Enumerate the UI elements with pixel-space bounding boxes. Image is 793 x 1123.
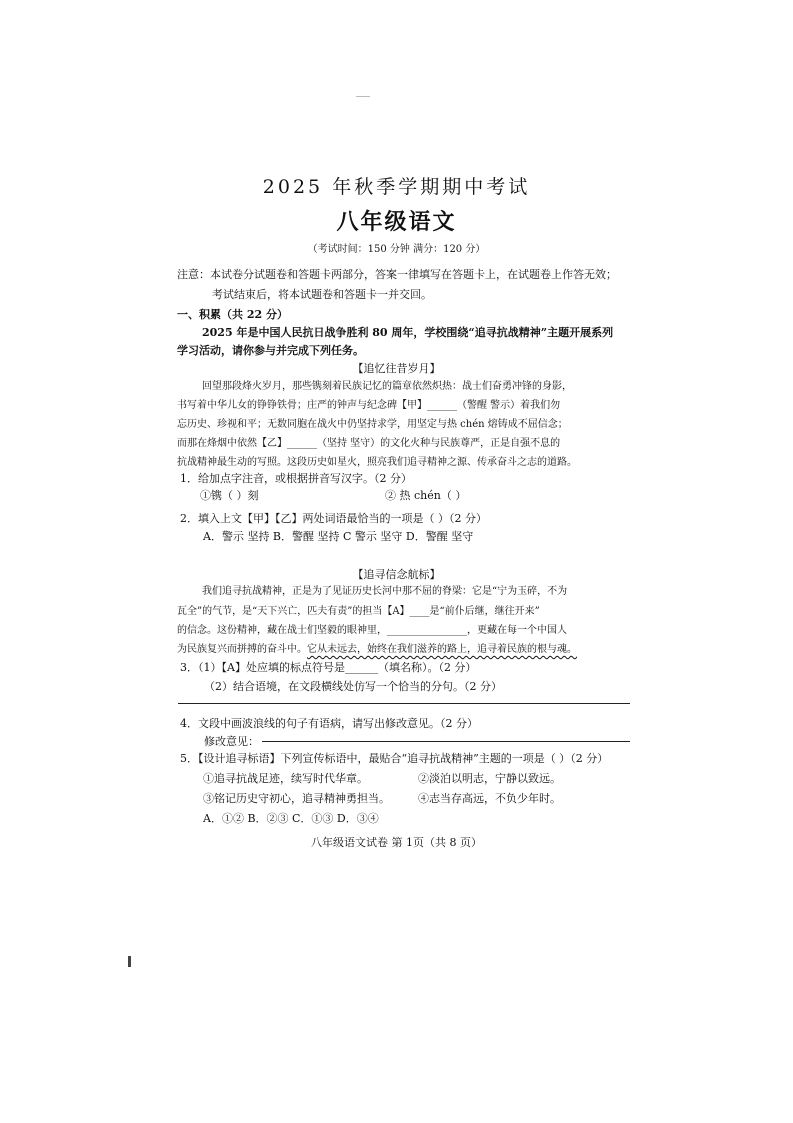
passage-2-line: 瓦全”的气节，是“天下兴亡，匹夫有责”的担当【A】____是“前仆后继，继往开来” [177, 606, 540, 617]
passage-1-line: 忘历史、珍视和平；无数同胞在战火中仍坚持求学，用坚定与热 chén 熔铸成不屈信念； [177, 419, 568, 430]
section-intro-line-2: 学习活动，请你参与并完成下列任务。 [177, 344, 364, 357]
passage-2-line: 我们追寻抗战精神，正是为了见证历史长河中那不屈的脊梁：它是“宁为玉碎，不为 [202, 586, 568, 597]
question-5-stem: 5．【设计追寻标语】下列宣传标语中，最贴合“追寻抗战精神”主题的一项是（ ）（2 分） [180, 752, 609, 765]
passage-1-line: 书写着中华儿女的铮铮铁骨；庄严的钟声与纪念碑【甲】______（警醒 警示）着我们勿 [177, 400, 561, 411]
question-1-item-a: ①镌（ ）刻 [200, 489, 259, 502]
question-5-options: A．①② B．②③ C．①③ D．③④ [203, 812, 379, 825]
passage-1-title: 【追忆往昔岁月】 [352, 362, 441, 375]
passage-2-title: 【追寻信念航标】 [352, 568, 441, 581]
question-4-stem: 4．文段中画波浪线的句子有语病，请写出修改意见。（2 分） [180, 717, 478, 730]
slogan-3: ③铭记历史守初心，追寻精神勇担当。 [203, 792, 390, 805]
question-4-answer-label: 修改意见： [204, 735, 259, 748]
answer-line[interactable] [262, 741, 630, 742]
question-3-stem: 3．（1）【A】处应填的标点符号是______（填名称）。（2 分） [180, 661, 477, 674]
answer-line[interactable] [178, 703, 630, 704]
exam-title: 2025 年秋季学期期中考试 [262, 176, 531, 198]
passage-1-line: 抗战精神最生动的写照。这段历史如星火，照亮我们追寻精神之源、传承奋斗之志的道路。 [177, 457, 577, 468]
question-2-options: A．警示 坚持 B．警醒 坚持 C 警示 坚守 D．警醒 坚守 [203, 530, 474, 543]
scan-artifact [356, 96, 370, 97]
passage-1-line: 回望那段烽火岁月，那些镌刻着民族记忆的篇章依然炽热：战士们奋勇冲锋的身影， [202, 381, 572, 392]
question-1-item-b: ② 热 chén（ ） [385, 489, 467, 502]
subject-title: 八年级语文 [336, 209, 457, 235]
page-footer: 八年级语文试卷 第 1页（共 8 页） [311, 836, 482, 849]
passage-2-line [177, 640, 577, 655]
exam-info: （考试时间：150 分钟 满分：120 分） [307, 244, 486, 255]
passage-2-line-start: 为民族复兴而拼搏的奋斗中。 [177, 644, 307, 655]
question-1-stem: 1．给加点字注音，或根据拼音写汉字。（2 分） [180, 472, 412, 485]
slogan-2: ②淡泊以明志，宁静以致远。 [418, 772, 561, 785]
question-3-part-2: （2）结合语境，在文段横线处仿写一个恰当的分句。（2 分） [204, 680, 502, 693]
notice-line-2: 考试结束后，将本试题卷和答题卡一并交回。 [212, 288, 432, 301]
scan-artifact [128, 956, 131, 967]
notice-line-1: 注意：本试卷分试题卷和答题卡两部分，答案一律填写在答题卡上，在试题卷上作答无效； [177, 268, 617, 281]
section-heading: 一、积累（共 22 分） [177, 308, 288, 321]
question-2-stem: 2．填入上文【甲】【乙】两处词语最恰当的一项是（ ）（2 分） [180, 512, 487, 525]
passage-1-line: 而那在烽烟中依然【乙】______（坚持 坚守）的文化火种与民族尊严，正是自强不息的 [177, 438, 561, 449]
passage-2-line: 的信念。这份精神，藏在战士们坚毅的眼神里，________________，更藏在每一个中国人 [177, 625, 567, 636]
slogan-4: ④志当存高远，不负少年时。 [418, 792, 561, 805]
section-intro-line-1: 2025 年是中国人民抗日战争胜利 80 周年，学校围绕“追寻抗战精神”主题开展系列 [202, 326, 614, 339]
wavy-underlined-sentence: 它从未远去，始终在我们滋养的路上，追寻着民族的根与魂。 [307, 644, 577, 655]
slogan-1: ①追寻抗战足迹，续写时代华章。 [203, 772, 368, 785]
